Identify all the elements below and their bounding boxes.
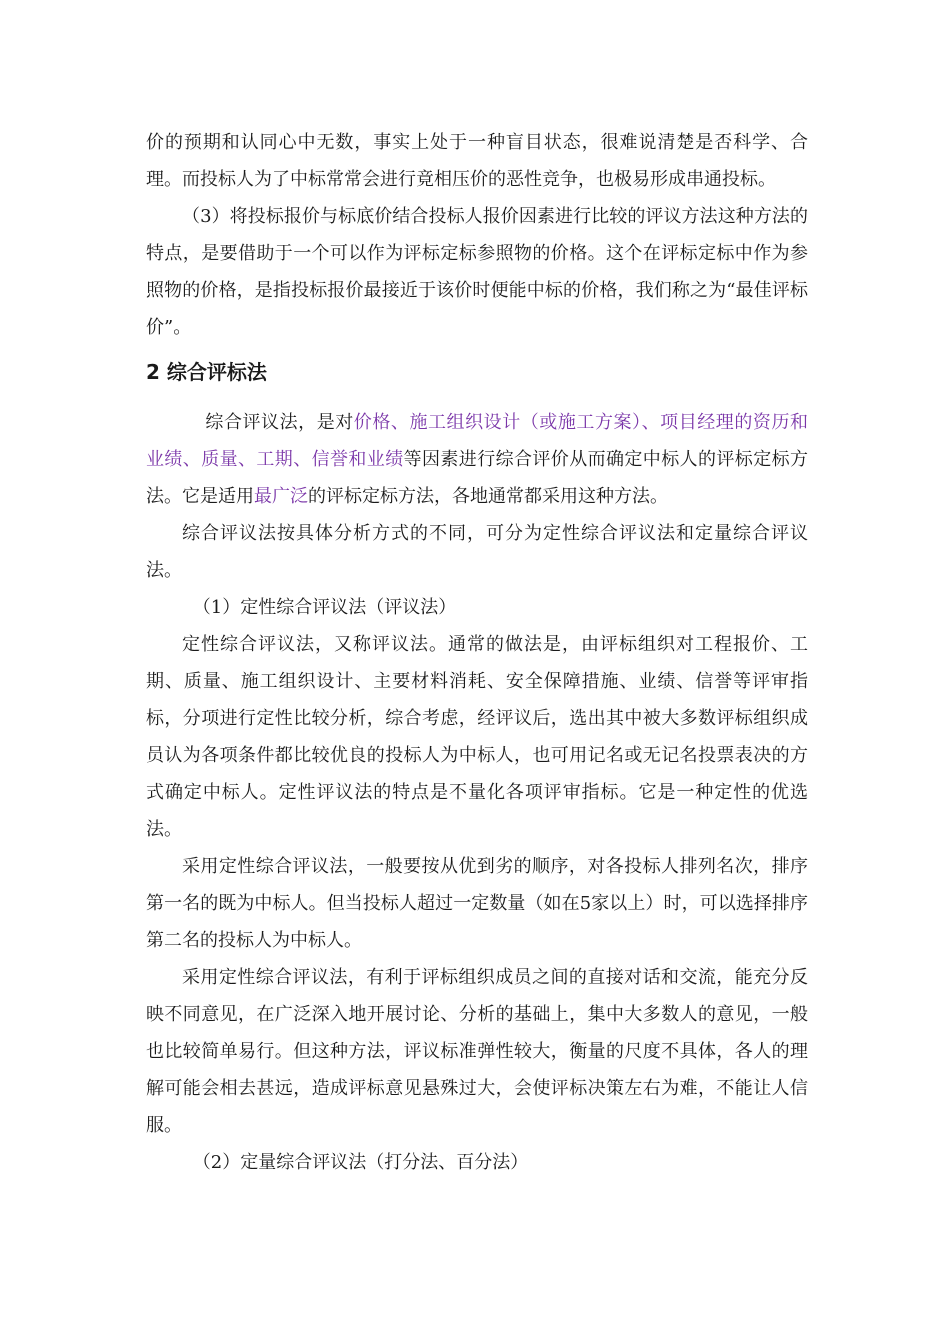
highlighted-link-widest[interactable]: 最广泛 <box>254 486 308 507</box>
paragraph-definition-text-b: 等因素进行综合评价从而确定中标人的评标定标方法。它是适用 <box>146 449 809 507</box>
paragraph-definition-text-a: 综合评议法，是对 <box>205 412 354 433</box>
subheading-qualitative: （1）定性综合评议法（评议法） <box>192 597 457 618</box>
paragraph-classification: 综合评议法按具体分析方式的不同，可分为定性综合评议法和定量综合评议法。 <box>146 523 808 581</box>
paragraph-definition <box>146 404 808 515</box>
document-body <box>146 124 808 1181</box>
paragraph-continuation: 价的预期和认同心中无数，事实上处于一种盲目状态，很难说清楚是否科学、合理。而投标人为了中标常常会进行竟相压价的恶性竞争，也极易形成串通投标。 <box>146 132 808 190</box>
paragraph-definition-text-c: 的评标定标方法，各地通常都采用这种方法。 <box>308 486 668 507</box>
highlighted-link-factors[interactable]: 价格、施工组织设计（或施工方案）、项目经理的资历和业绩、质量、工期、信誉和业绩 <box>146 412 809 470</box>
section-heading: 2 综合评标法 <box>146 360 267 384</box>
subheading-quantitative: （2）定量综合评议法（打分法、百分法） <box>192 1152 529 1173</box>
paragraph-qualitative: 定性综合评议法，又称评议法。通常的做法是，由评标组织对工程报价、工期、质量、施工组织设计、主要材料消耗、安全保障措施、业绩、信誉等评审指标，分项进行定性比较分析，综合考虑，经评议后，选出其中被大多数评标组织成员认为各项条件都比较优良的投标人为中标人，也可用记名或无记名投票表决的方式确定中标人。定性评议法的特点是不量化各项评审指标。它是一种定性的优选法。 <box>146 634 808 840</box>
paragraph-pros-cons: 采用定性综合评议法，有利于评标组织成员之间的直接对话和交流，能充分反映不同意见，在广泛深入地开展讨论、分析的基础上，集中大多数人的意见，一般也比较简单易行。但这种方法，评议标准弹性较大，衡量的尺度不具体，各人的理解可能会相去甚远，造成评标意见悬殊过大，会使评标决策左右为难，不能让人信服。 <box>146 967 808 1136</box>
paragraph-method-3: （3）将投标报价与标底价结合投标人报价因素进行比较的评议方法这种方法的特点，是要借助于一个可以作为评标定标参照物的价格。这个在评标定标中作为参照物的价格，是指投标报价最接近于该价时便能中标的价格，我们称之为“最佳评标价”。 <box>146 206 808 338</box>
paragraph-ranking: 采用定性综合评议法，一般要按从优到劣的顺序，对各投标人排列名次，排序第一名的既为中标人。但当投标人超过一定数量（如在5家以上）时，可以选择排序第二名的投标人为中标人。 <box>146 856 808 951</box>
